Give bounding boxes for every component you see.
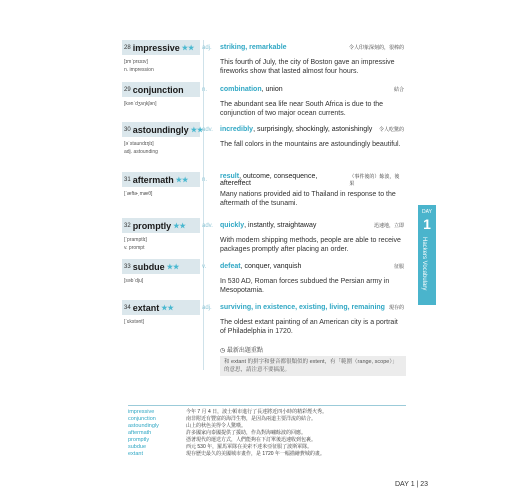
exam-note bbox=[220, 345, 406, 376]
part-of-speech: adv. bbox=[202, 126, 213, 133]
synonym-key: surviving, in existence, existing, living, remaining bbox=[220, 304, 385, 311]
synonym-key: striking, remarkable bbox=[220, 44, 287, 51]
headword: impressive bbox=[132, 42, 180, 53]
review-translation: 許多國家向泰國提供了援助，作為對海嘯餘波的回應。 bbox=[186, 430, 307, 436]
synonym-rest: , union bbox=[261, 86, 283, 93]
entry-number: 32 bbox=[124, 222, 131, 229]
headword: subdue bbox=[132, 261, 165, 272]
day-number: 1 bbox=[423, 216, 431, 232]
chinese-meaning: 迅速地，立即 bbox=[373, 223, 404, 229]
review-word: extant bbox=[128, 451, 143, 457]
page-footer: DAY 1 | 23 bbox=[395, 481, 429, 488]
clock-icon: ◷ bbox=[220, 348, 226, 354]
phonetic: [ˈæftɚ͵mæθ] bbox=[124, 191, 153, 197]
chinese-meaning: 征服 bbox=[393, 264, 404, 270]
headword: promptly bbox=[132, 220, 172, 231]
entry-number: 31 bbox=[124, 176, 131, 183]
chinese-meaning: 令人印象深刻的，很棒的 bbox=[348, 45, 404, 51]
review-word: astoundingly bbox=[128, 423, 159, 429]
part-of-speech: n. bbox=[202, 176, 208, 183]
synonyms bbox=[216, 218, 404, 233]
review-translations bbox=[186, 409, 406, 458]
note-body: 和 extant 的拼字和發音都很類似的 extent，有「範圍（range, scope）」的意思，請注意不要搞混。 bbox=[220, 356, 406, 376]
review-words bbox=[128, 409, 186, 458]
headword: astoundingly bbox=[132, 124, 189, 135]
day-label: DAY bbox=[422, 209, 432, 215]
chinese-meaning: 結合 bbox=[393, 87, 404, 93]
phonetic: [kənˈdʒʌŋkʃən] bbox=[124, 101, 157, 107]
synonym-key: defeat bbox=[220, 263, 241, 270]
synonyms bbox=[216, 259, 404, 274]
entry-number: 30 bbox=[124, 126, 131, 133]
example-sentence: With modern shipping methods, people are able to receive packages promptly after placing an order. bbox=[220, 237, 401, 253]
review-section bbox=[128, 405, 406, 458]
star-icon: ★★ bbox=[161, 304, 174, 312]
review-translation: 現存歷史最久的美國城市畫作，是 1720 年一幅描繪費城的畫。 bbox=[186, 451, 325, 457]
headword: aftermath bbox=[132, 174, 174, 185]
derivative: adj. astounding bbox=[124, 149, 158, 155]
synonym-key: combination bbox=[220, 86, 262, 93]
headword-box bbox=[122, 122, 204, 137]
star-icon: ★★ bbox=[166, 263, 180, 271]
note-title: 最新出題重點 bbox=[226, 348, 263, 354]
vocab-entry bbox=[122, 40, 404, 76]
review-word: impressive bbox=[128, 409, 155, 415]
entry-number: 33 bbox=[124, 263, 131, 270]
derivative: v. prompt bbox=[124, 245, 145, 251]
headword-box bbox=[122, 259, 200, 274]
review-translation: 山上的秋色美得令人驚嘆。 bbox=[186, 423, 247, 429]
example-sentence: Many nations provided aid to Thailand in response to the aftermath of the tsunami. bbox=[220, 191, 396, 207]
derivative: n. impression bbox=[124, 67, 154, 73]
part-of-speech: adv. bbox=[202, 222, 213, 229]
review-word: aftermath bbox=[128, 430, 152, 436]
review-translation: 憑著現代的運送方式，人們能夠在下訂單後迅速收到包裹。 bbox=[186, 437, 317, 443]
entry-number: 29 bbox=[124, 86, 131, 93]
example-sentence: In 530 AD, Roman forces subdued the Persian army in Mesopotamia. bbox=[220, 278, 390, 294]
headword: extant bbox=[132, 302, 160, 313]
review-translation: 西元 530 年，羅馬軍隊在美索不達米亞征服了波斯軍隊。 bbox=[186, 444, 313, 450]
vocab-entry bbox=[122, 172, 404, 208]
chinese-meaning: 令人吃驚的 bbox=[378, 127, 404, 133]
example-sentence: The oldest extant painting of an American city is a portrait of Philadelphia in 1720. bbox=[220, 319, 398, 335]
synonym-rest: , outcome, consequence, aftereffect bbox=[220, 172, 318, 187]
vocab-entry bbox=[122, 218, 404, 254]
synonym-key: result bbox=[220, 172, 240, 180]
review-translation: 今年 7 月 4 日，波士頓市進行了長達將近四小時的精彩煙火秀。 bbox=[186, 409, 328, 415]
headword-box bbox=[122, 300, 200, 315]
chinese-meaning: （事件後的）餘波，後果 bbox=[349, 173, 400, 187]
vocab-entry bbox=[122, 122, 404, 156]
entry-number: 28 bbox=[124, 44, 131, 51]
phonetic: [ˈpramptlɪ] bbox=[124, 237, 147, 243]
headword-box bbox=[122, 218, 200, 233]
example-sentence: The abundant sea life near South Africa is due to the conjunction of two major ocean currents. bbox=[220, 101, 384, 117]
part-of-speech: adj. bbox=[202, 44, 212, 51]
vocab-entry bbox=[122, 259, 404, 295]
entry-number: 34 bbox=[124, 304, 131, 311]
star-icon: ★★ bbox=[190, 126, 204, 134]
review-translation: 南非附近有豐富的海洋生物，是因為兩道主要洋流的結合。 bbox=[186, 416, 317, 422]
synonym-rest: , conquer, vanquish bbox=[240, 263, 302, 270]
headword-box bbox=[122, 40, 200, 55]
example-sentence: The fall colors in the mountains are astoundingly beautiful. bbox=[220, 141, 401, 148]
phonetic: [ɪmˈprɛsɪv] bbox=[124, 59, 148, 65]
part-of-speech: n. bbox=[202, 86, 208, 93]
synonyms bbox=[216, 122, 404, 137]
star-icon: ★★ bbox=[181, 44, 195, 52]
synonym-rest: , surprisingly, shockingly, astonishingly bbox=[253, 126, 373, 133]
day-tab bbox=[418, 205, 436, 305]
phonetic: [ˈɛkstənt] bbox=[124, 319, 145, 325]
vocab-entry bbox=[122, 82, 404, 118]
book-title: Hackers Vocabulary bbox=[421, 237, 427, 291]
synonyms bbox=[216, 40, 404, 55]
review-word: conjunction bbox=[128, 416, 156, 422]
synonyms bbox=[216, 300, 404, 315]
synonym-key: quickly bbox=[220, 222, 245, 229]
example-sentence: This fourth of July, the city of Boston gave an impressive fireworks show that lasted almost four hours. bbox=[220, 59, 395, 75]
star-icon: ★★ bbox=[173, 222, 186, 230]
headword: conjunction bbox=[132, 84, 184, 95]
headword-box bbox=[122, 82, 200, 97]
review-word: subdue bbox=[128, 444, 147, 450]
chinese-meaning: 現存的 bbox=[388, 305, 404, 311]
phonetic: [səbˈdju] bbox=[124, 278, 144, 284]
synonym-key: incredibly bbox=[220, 126, 254, 133]
part-of-speech: adj. bbox=[202, 304, 212, 311]
synonyms bbox=[216, 82, 404, 97]
synonyms bbox=[216, 172, 404, 187]
synonym-rest: , instantly, straightaway bbox=[244, 222, 317, 229]
part-of-speech: v. bbox=[202, 263, 207, 270]
phonetic: [əˈstaundɪŋlɪ] bbox=[124, 141, 154, 147]
star-icon: ★★ bbox=[175, 176, 189, 184]
review-word: promptly bbox=[128, 437, 150, 443]
vocab-entry bbox=[122, 300, 404, 336]
headword-box bbox=[122, 172, 200, 187]
